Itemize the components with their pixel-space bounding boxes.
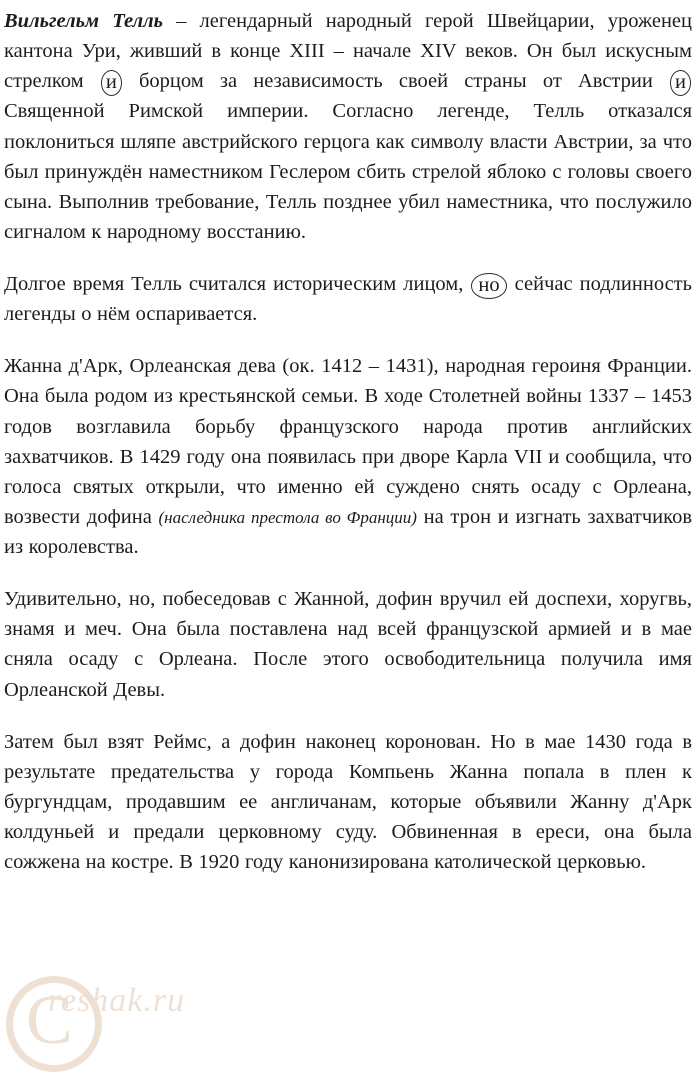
paragraph-3-text-a: Жанна д'Арк, Орлеанская дева (ок. 1412 – 1431), народная героиня Франции. Она была родом из крестьянской семьи. В ходе Столетней войны 1337 – 1453 годов возглавила борьбу французского народа против английских захватчиков. В 1429 году она появилась при дворе Карла VII и сообщила, что голоса святых открыли, что именно ей суждено снять осаду с Орлеана, возвести дофина: [4, 355, 692, 528]
circled-conjunction-i-1: и: [101, 70, 122, 96]
term-wilhelm-tell: Вильгельм Телль: [4, 10, 163, 32]
paragraph-1-text-b: борцом за независимость своей страны от Австрии: [122, 70, 670, 93]
circled-conjunction-i-2: и: [670, 70, 691, 96]
paragraph-wilhelm-tell: [4, 6, 692, 247]
paragraph-3-text-b: на трон и изгнать захватчиков из королевства.: [4, 505, 692, 558]
circled-conjunction-no: но: [471, 273, 506, 299]
paragraph-1-text-a: – легендарный народный герой Швейцарии, уроженец кантона Ури, живший в конце XIII – начале XIV веков. Он был искусным стрелком: [4, 10, 692, 93]
paragraph-joan-of-arc-intro: [4, 351, 692, 562]
paragraph-1-text-c: Священной Римской империи. Согласно легенде, Телль отказался поклониться шляпе австрийского герцога как символу власти Австрии, за что был принуждён наместником Геслером сбить стрелой яблоко с головы своего сына. Выполнив требование, Телль позднее убил наместника, что послужило сигналом к народному восстанию.: [4, 100, 692, 243]
paragraph-joan-army: Удивительно, но, побеседовав с Жанной, дофин вручил ей доспехи, хоругвь, знамя и меч. Она была поставлена над всей французской армией и в мае сняла осаду с Орлеана. После этого освободительница получила имя Орлеанской Девы.: [4, 588, 692, 701]
watermark-ring-icon: [6, 976, 102, 1072]
editorial-note-dauphin: (наследника престола во Франции): [158, 507, 417, 527]
watermark: [0, 928, 330, 1078]
watermark-letter: C: [26, 982, 73, 1059]
watermark-text: reshak.ru: [48, 982, 186, 1019]
paragraph-joan-capture: Затем был взят Реймс, а дофин наконец коронован. Но в мае 1430 года в результате предательства у города Компьень Жанна попала в плен к бургундцам, продавшим ее англичанам, которые объявили Жанну д'Арк колдуньей и предали церковному суду. Обвиненная в ереси, она была сожжена на костре. В 1920 году канонизирована католической церковью.: [4, 730, 692, 874]
paragraph-2-text-a: Долгое время Телль считался историческим лицом,: [4, 273, 471, 295]
paragraph-2-text-b: сейчас подлинность легенды о нём оспаривается.: [4, 273, 692, 326]
paragraph-tell-historicity: [4, 269, 692, 329]
